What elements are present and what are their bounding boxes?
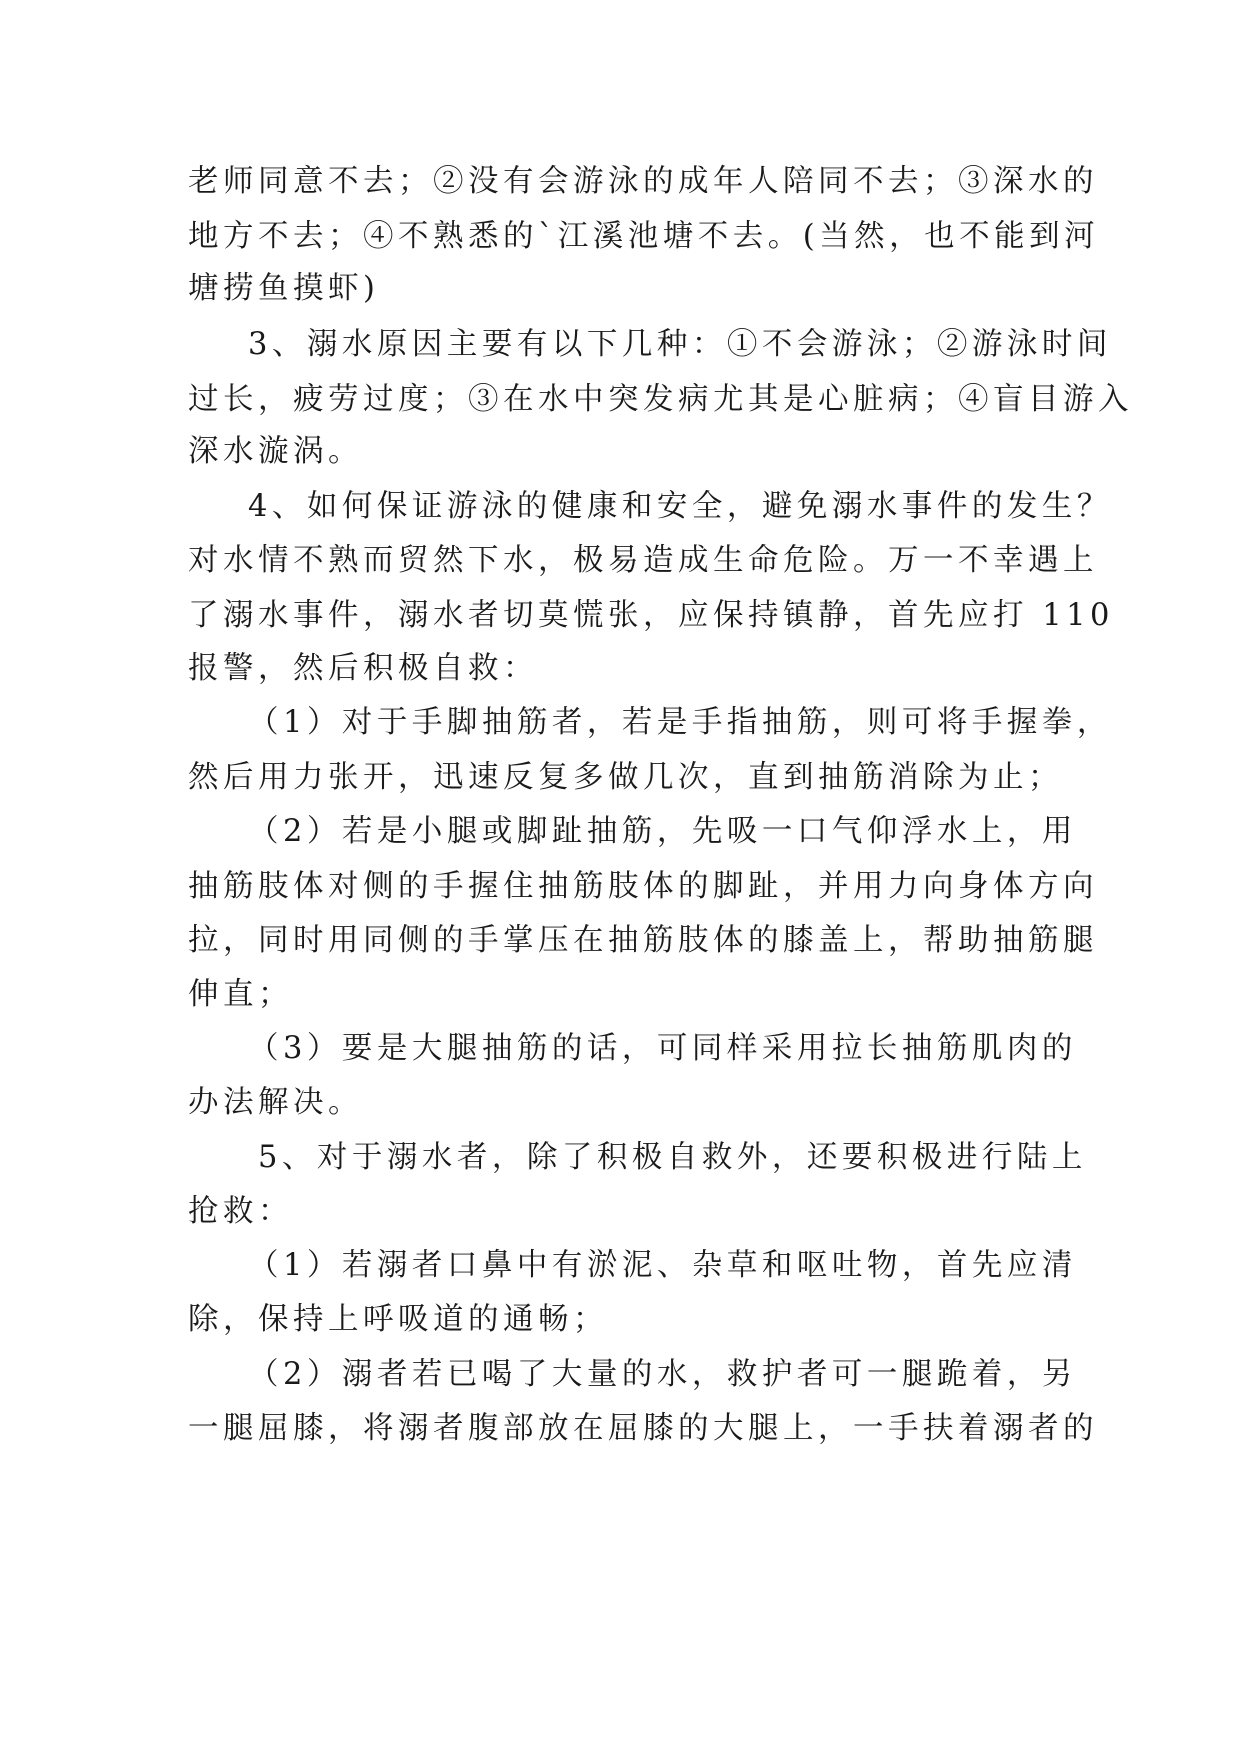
text-line: 抽筋肢体对侧的手握住抽筋肢体的脚趾，并用力向身体方向 [188,869,1098,904]
text-line: （2）溺者若已喝了大量的水，救护者可一腿跪着，另 [248,1357,1077,1392]
text-line: （2）若是小腿或脚趾抽筋，先吸一口气仰浮水上，用 [248,814,1077,849]
text-line: （1）对于手脚抽筋者，若是手指抽筋，则可将手握拳， [248,705,1112,740]
text-line: 除，保持上呼吸道的通畅； [188,1302,608,1337]
text-line: 办法解决。 [188,1085,363,1120]
text-line: 过长，疲劳过度；③在水中突发病尤其是心脏病；④盲目游入 [188,382,1133,417]
text-line: 报警，然后积极自救： [188,651,538,686]
text-line: 3、溺水原因主要有以下几种：①不会游泳；②游泳时间 [248,327,1112,362]
text-line: （3）要是大腿抽筋的话，可同样采用拉长抽筋肌肉的 [248,1031,1077,1066]
text-line: 老师同意不去；②没有会游泳的成年人陪同不去；③深水的 [188,164,1098,199]
text-line: （1）若溺者口鼻中有淤泥、杂草和呕吐物，首先应清 [248,1248,1077,1283]
text-line: 伸直； [188,977,293,1012]
text-line: 拉，同时用同侧的手掌压在抽筋肢体的膝盖上，帮助抽筋腿 [188,923,1098,958]
text-line: 塘捞鱼摸虾) [188,271,380,306]
text-line: 一腿屈膝，将溺者腹部放在屈膝的大腿上，一手扶着溺者的 [188,1411,1098,1446]
text-line: 抢救： [188,1194,293,1229]
text-line: 4、如何保证游泳的健康和安全，避免溺水事件的发生？ [248,489,1112,524]
text-line: 深水漩涡。 [188,434,363,469]
text-line: 地方不去；④不熟悉的`江溪池塘不去。(当然，也不能到河 [188,219,1100,254]
text-line: 了溺水事件，溺水者切莫慌张，应保持镇静，首先应打 110 [188,598,1114,633]
text-line: 然后用力张开，迅速反复多做几次，直到抽筋消除为止； [188,760,1063,795]
text-line: 对水情不熟而贸然下水，极易造成生命危险。万一不幸遇上 [188,543,1098,578]
text-line: 5、对于溺水者，除了积极自救外，还要积极进行陆上 [258,1140,1087,1175]
